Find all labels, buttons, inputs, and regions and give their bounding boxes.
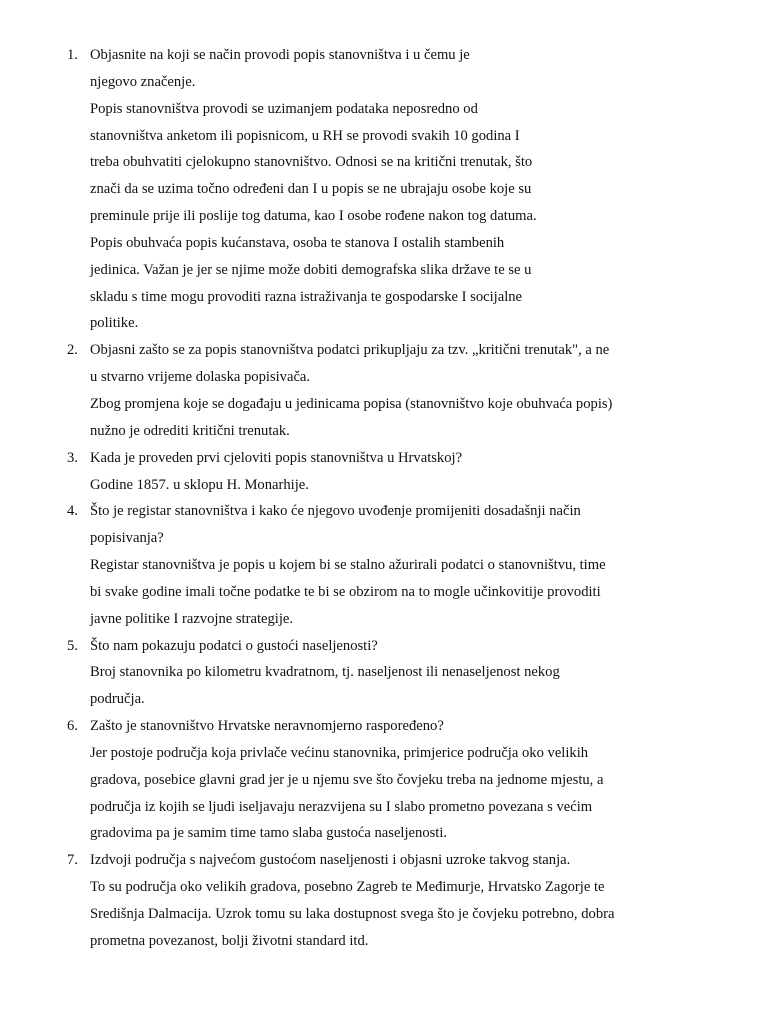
answer-text-line: skladu s time mogu provoditi razna istraživanja te gospodarske I socijalne: [90, 288, 523, 305]
answer-text-line: područja.: [90, 691, 145, 708]
answer-text-line: preminule prije ili poslije tog datuma, kao I osobe rođene nakon tog datuma.: [90, 208, 537, 225]
question-item: [0, 713, 768, 847]
question-item: [0, 847, 768, 954]
question-item: [0, 445, 768, 499]
answer-text-line: znači da se uzima točno određeni dan I u popis se ne ubrajaju osobe koje su: [90, 181, 532, 198]
answer-text-line: Godine 1857. u sklopu H. Monarhije.: [90, 476, 309, 493]
answer-text-line: prometna povezanost, bolji životni standard itd.: [90, 932, 369, 949]
answer-text-line: stanovništva anketom ili popisnicom, u RH se provodi svakih 10 godina I: [90, 127, 520, 144]
question-number: 6.: [67, 718, 78, 735]
answer-text-line: Registar stanovništva je popis u kojem bi se stalno ažurirali podatci o stanovništvu, time: [90, 557, 606, 574]
question-text-line: u stvarno vrijeme dolaska popisivača.: [90, 369, 311, 386]
question-text-line: Što nam pokazuju podatci o gustoći naseljenosti?: [90, 637, 378, 654]
answer-text-line: Središnja Dalmacija. Uzrok tomu su laka dostupnost svega što je čovjeku potrebno, dobra: [90, 906, 615, 922]
question-text-line: Objasnite na koji se način provodi popis stanovništva i u čemu je: [90, 47, 470, 63]
question-text-line: popisivanja?: [90, 530, 164, 547]
answer-text-line: područja iz kojih se ljudi iseljavaju nerazvijena su I slabo prometno povezana s većim: [90, 798, 593, 815]
question-text-line: Kada je proveden prvi cjeloviti popis stanovništva u Hrvatskoj?: [90, 449, 463, 466]
question-number: 2.: [67, 342, 78, 359]
question-item: [0, 633, 768, 714]
question-text-line: Zašto je stanovništvo Hrvatske neravnomjerno raspoređeno?: [90, 718, 444, 735]
answer-text-line: treba obuhvatiti cjelokupno stanovništvo. Odnosi se na kritični trenutak, što: [90, 154, 533, 171]
question-list: [0, 42, 768, 955]
answer-text-line: gradova, posebice glavni grad jer je u njemu sve što čovjeku treba na jednome mjestu, a: [90, 771, 604, 788]
question-number: 3.: [67, 449, 78, 466]
answer-text-line: jedinica. Važan je jer se njime može dobiti demografska slika države te se u: [90, 261, 532, 278]
question-text-line: njegovo značenje.: [90, 73, 196, 90]
answer-text-line: Jer postoje područja koja privlače većinu stanovnika, primjerice područja oko velikih: [90, 744, 589, 761]
question-text-line: Što je registar stanovništva i kako će njegovo uvođenje promijeniti dosadašnji način: [90, 503, 581, 520]
answer-text-line: nužno je odrediti kritični trenutak.: [90, 422, 290, 439]
answer-text-line: Popis stanovništva provodi se uzimanjem podataka neposredno od: [90, 100, 478, 117]
answer-text-line: gradovima pa je samim time tamo slaba gustoća naseljenosti.: [90, 825, 448, 842]
answer-text-line: To su područja oko velikih gradova, posebno Zagreb te Međimurje, Hrvatsko Zagorje te: [90, 879, 605, 896]
answer-text-line: politike.: [90, 315, 139, 332]
question-item: [0, 498, 768, 632]
question-text-line: Izdvoji područja s najvećom gustoćom naseljenosti i objasni uzroke takvog stanja.: [90, 852, 571, 869]
question-item: [0, 337, 768, 444]
answer-text-line: Popis obuhvaća popis kućanstava, osoba te stanova I ostalih stambenih: [90, 234, 505, 251]
question-text-line: Objasni zašto se za popis stanovništva podatci prikupljaju za tzv. „kritični trenutak", a ne: [90, 342, 610, 359]
question-number: 1.: [67, 47, 78, 63]
answer-text-line: javne politike I razvojne strategije.: [90, 610, 294, 627]
question-number: 4.: [67, 503, 78, 520]
answer-text-line: bi svake godine imali točne podatke te bi se obzirom na to mogle učinkovitije provoditi: [90, 583, 601, 600]
answer-text-line: Zbog promjena koje se događaju u jedinicama popisa (stanovništvo koje obuhvaća popis): [90, 395, 613, 412]
question-item: [0, 42, 768, 337]
question-number: 7.: [67, 852, 78, 869]
question-number: 5.: [67, 637, 78, 654]
answer-text-line: Broj stanovnika po kilometru kvadratnom, tj. naseljenost ili nenaseljenost nekog: [90, 664, 560, 681]
